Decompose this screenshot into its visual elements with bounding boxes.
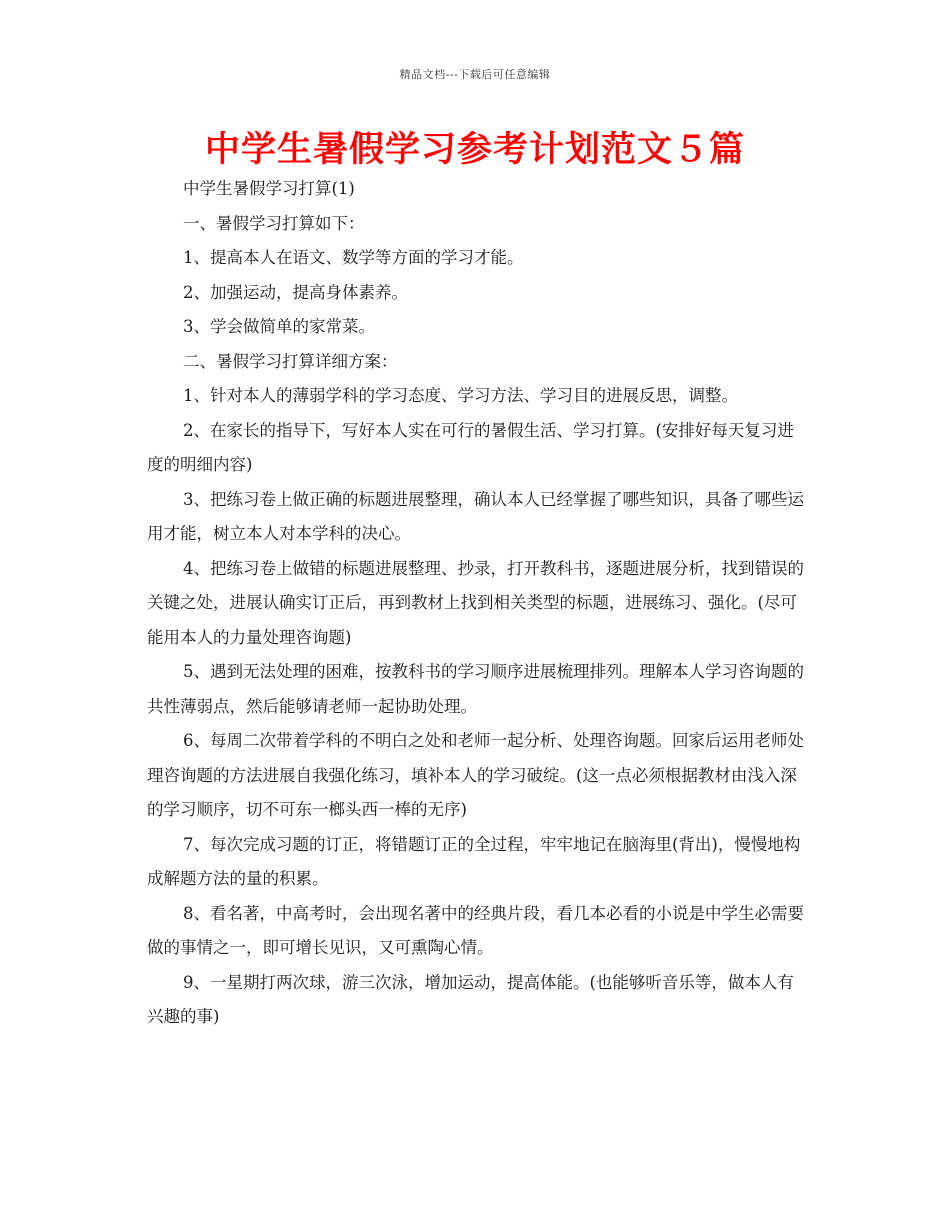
- document-title: 中学生暑假学习参考计划范文５篇: [204, 130, 745, 170]
- paragraph: 1、针对本人的薄弱学科的学习态度、学习方法、学习目的进展反思，调整。: [183, 386, 738, 405]
- document-body: [147, 172, 807, 1035]
- paragraph: 1、提高本人在语文、数学等方面的学习才能。: [183, 248, 524, 267]
- paragraph: 9、一星期打两次球，游三次泳，增加运动，提高体能。(也能够听音乐等，做本人有兴趣的事): [147, 972, 794, 1026]
- paragraph: 2、加强运动，提高身体素养。: [183, 282, 408, 302]
- paragraph: 7、每次完成习题的订正，将错题订正的全过程，牢牢地记在脑海里(背出)，慢慢地构成解题方法的量的积累。: [147, 834, 801, 888]
- paragraph: 一、暑假学习打算如下：: [183, 213, 365, 233]
- paragraph: 5、遇到无法处理的困难，按教科书的学习顺序进展梳理排列。理解本人学习咨询题的共性薄弱点，然后能够请老师一起协助处理。: [147, 662, 804, 716]
- paragraph: 3、把练习卷上做正确的标题进展整理，确认本人已经掌握了哪些知识，具备了哪些运用才能，树立本人对本学科的决心。: [147, 489, 804, 543]
- paragraph: 3、学会做简单的家常菜。: [183, 317, 375, 336]
- paragraph: 8、看名著，中高考时，会出现名著中的经典片段，看几本必看的小说是中学生必需要做的事情之一，即可增长见识，又可熏陶心情。: [147, 903, 804, 957]
- paragraph: 4、把练习卷上做错的标题进展整理、抄录，打开教科书，逐题进展分析，找到错误的关键之处，进展认确实订正后，再到教材上找到相关类型的标题，进展练习、强化。(尽可能用本人的力量处理咨询题): [147, 558, 804, 647]
- page-header: 精品文档---下载后可任意编辑: [399, 68, 551, 81]
- paragraph: 中学生暑假学习打算(1): [183, 179, 355, 198]
- paragraph: 二、暑假学习打算详细方案：: [183, 351, 398, 371]
- paragraph: 2、在家长的指导下，写好本人实在可行的暑假生活、学习打算。(安排好每天复习进度的明细内容): [147, 420, 794, 474]
- paragraph: 6、每周二次带着学科的不明白之处和老师一起分析、处理咨询题。回家后运用老师处理咨询题的方法进展自我强化练习，填补本人的学习破绽。(这一点必须根据教材由浅入深的学习顺序，切不可东一榔头西一棒的无序): [147, 731, 804, 819]
